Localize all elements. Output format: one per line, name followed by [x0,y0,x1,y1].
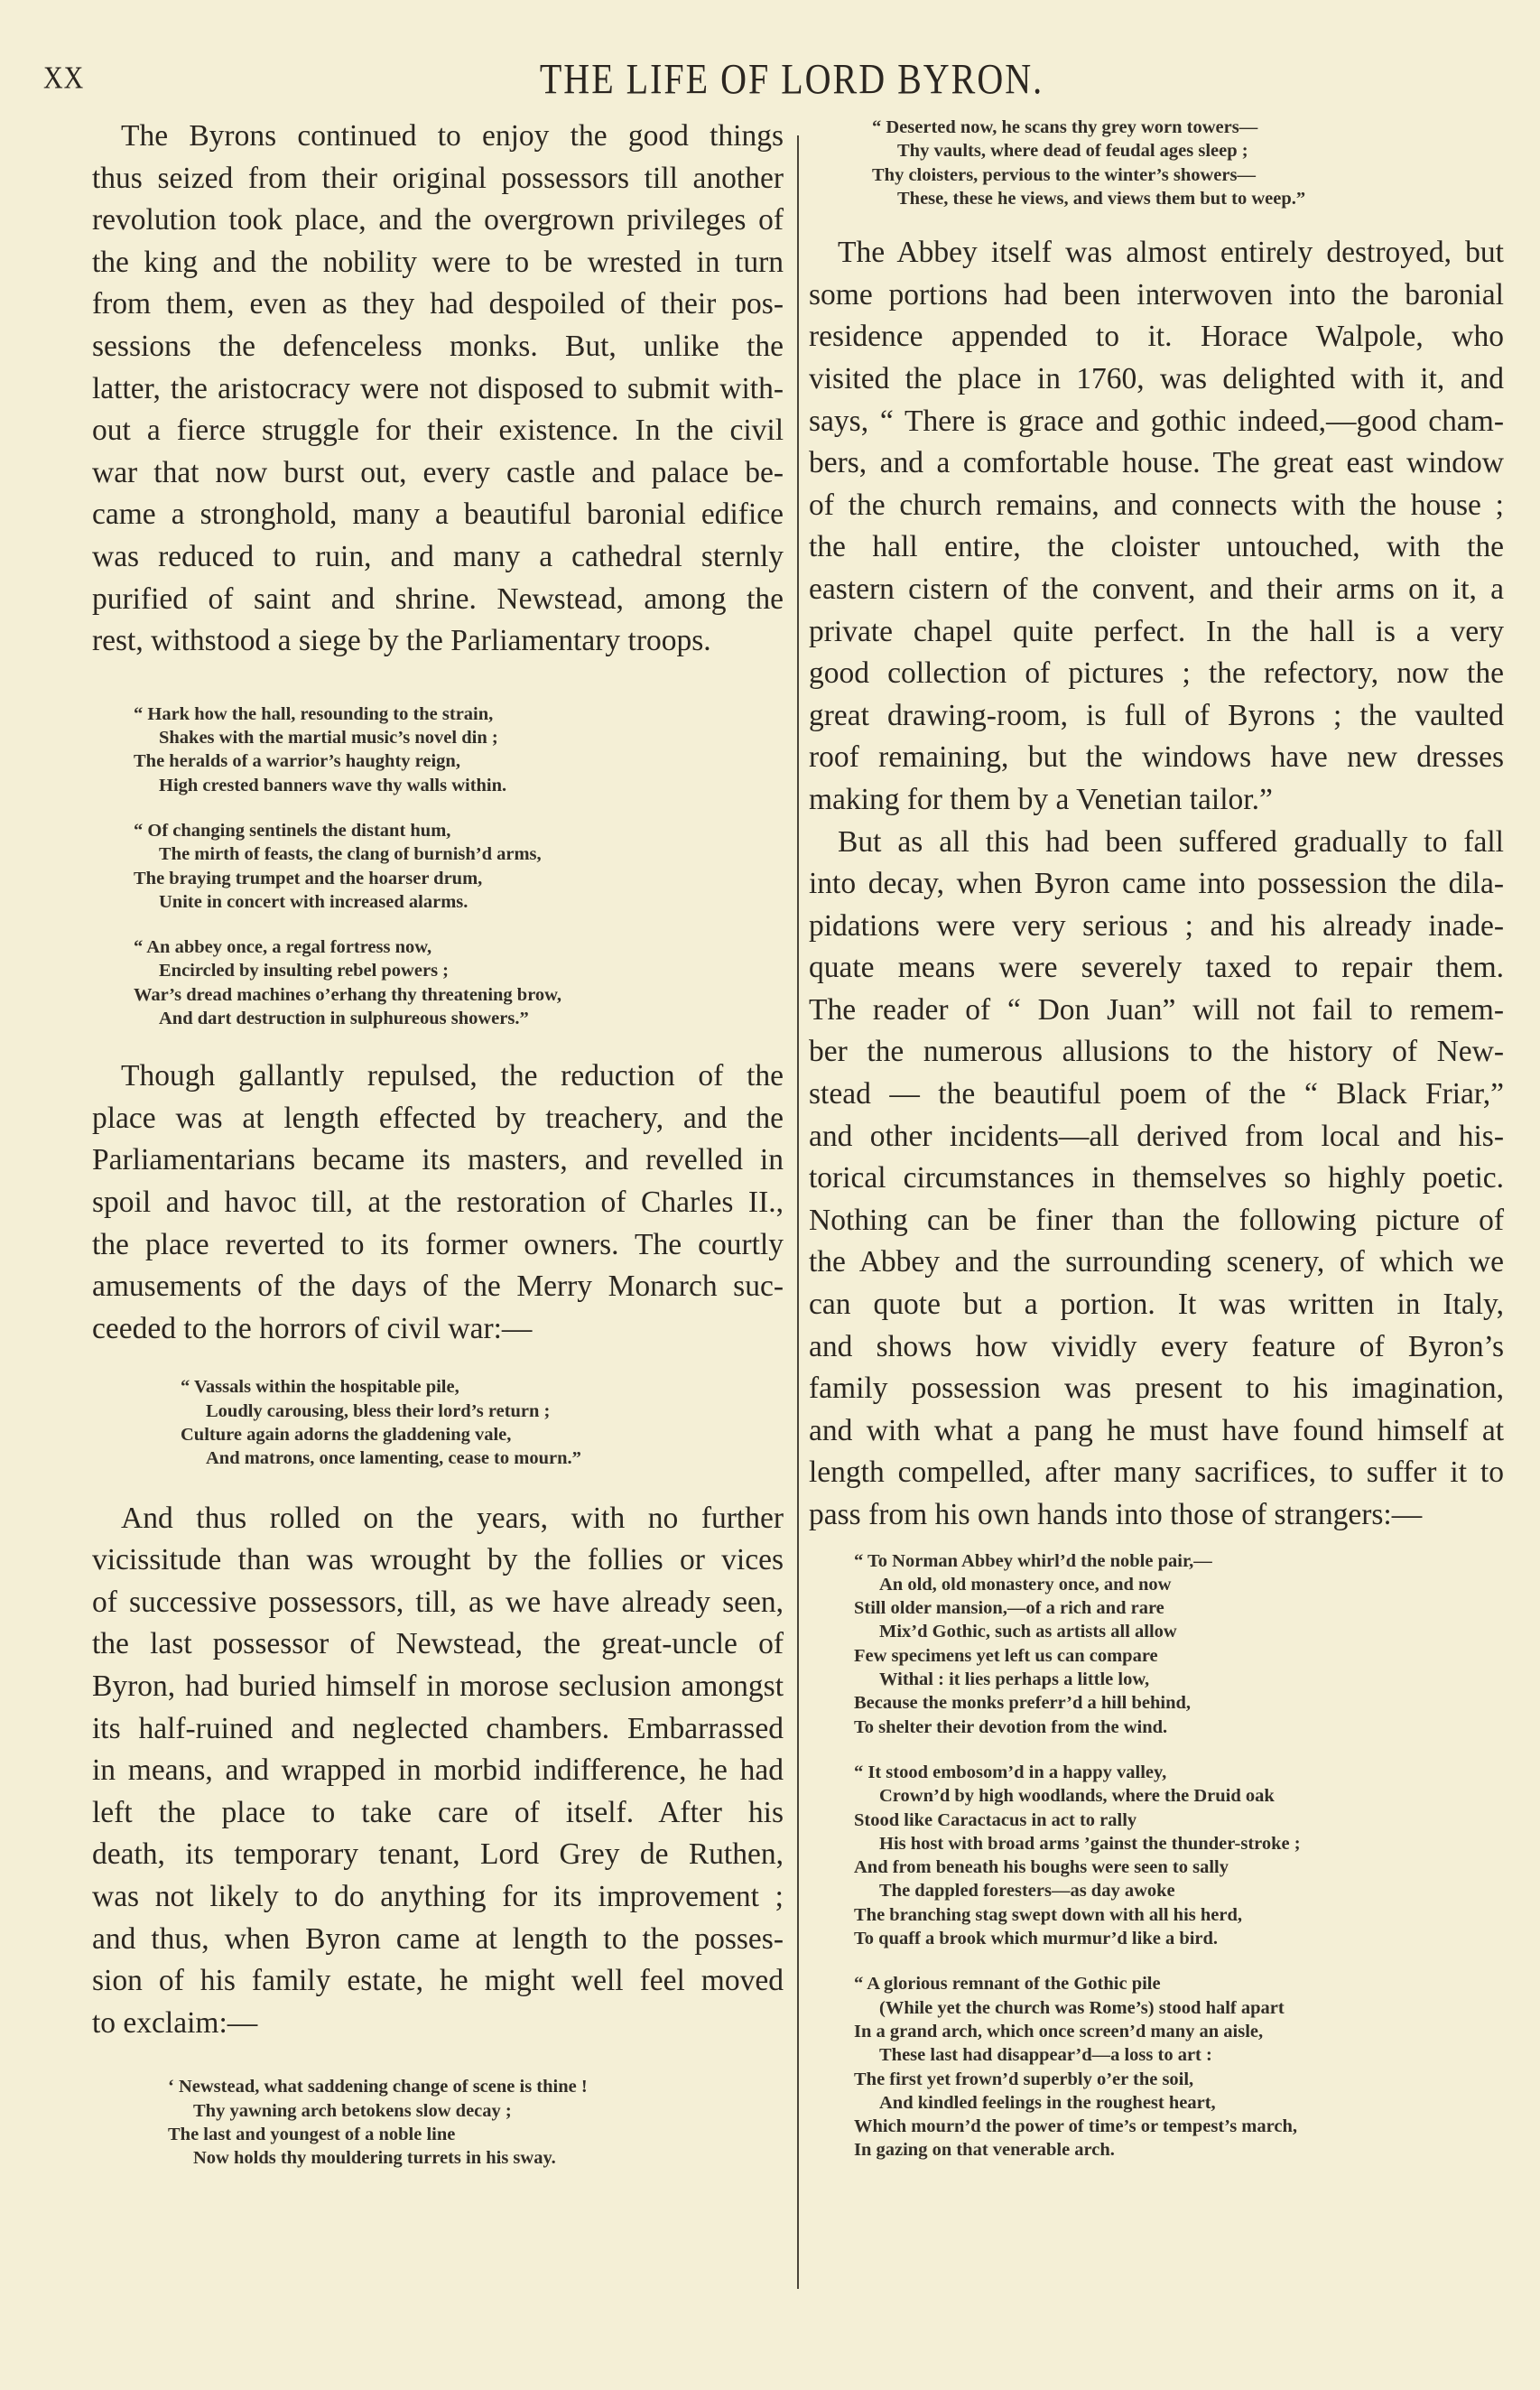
verse-line: And kindled feelings in the roughest heart, [879,2092,1216,2113]
text-line: amusements of the days of the Merry Monarch suc- [92,1269,784,1304]
stanza [134,935,784,1030]
verse-line: Loudly carousing, bless their lord’s return ; [206,1400,551,1421]
verse-line: The braying trumpet and the hoarser drum, [134,868,483,888]
stanza [134,702,784,797]
text-line: visited the place in 1760, was delighted with it, and [809,361,1504,395]
verse-line: Few specimens yet left us can compare [854,1645,1158,1666]
text-line: some portions had been interwoven into the baronial [809,277,1504,312]
verse-line: An old, old monastery once, and now [879,1574,1172,1595]
verse-line: Culture again adorns the gladdening vale, [181,1425,512,1446]
text-line: The Byrons continued to enjoy the good things [121,119,784,153]
verse-line: The branching stag swept down with all his herd, [854,1904,1243,1925]
stanza [854,1549,1504,1739]
text-line: good collection of pictures ; the refectory, now the [809,656,1504,691]
verse-quote [134,702,784,1031]
text-line: But as all this had been suffered gradually to fall [838,824,1504,859]
verse-line: (While yet the church was Rome’s) stood half apart [879,1997,1285,2018]
verse-line: Withal : it lies perhaps a little low, [879,1669,1150,1690]
verse-line: And from beneath his boughs were seen to sally [854,1857,1229,1878]
text-line: rest, withstood a siege by the Parliamentary troops. [92,624,711,658]
stanza [872,116,1504,210]
text-line: of the church remains, and connects with the house ; [809,488,1504,522]
right-column [809,116,1504,2162]
stanza [168,2075,784,2170]
verse-line: “ Of changing sentinels the distant hum, [134,820,451,841]
verse-line: Mix’d Gothic, such as artists all allow [879,1622,1177,1642]
verse-line: These, these he views, and views them but to weep.” [897,188,1306,209]
paragraph [92,116,784,663]
book-title: THE LIFE OF LORD BYRON. [539,54,1044,104]
text-line: pass from his own hands into those of strangers:— [809,1498,1423,1531]
verse-line: His host with broad arms ’gainst the thunder-stroke ; [879,1833,1301,1854]
verse-line: “ To Norman Abbey whirl’d the noble pair,— [854,1550,1212,1571]
verse-line: The mirth of feasts, the clang of burnish’d arms, [159,844,542,865]
verse-line: Unite in concert with increased alarms. [159,891,468,912]
verse-line: “ Hark how the hall, resounding to the strain, [134,703,494,724]
verse-line: In gazing on that venerable arch. [854,2140,1115,2161]
verse-line: Because the monks preferr’d a hill behind, [854,1693,1191,1714]
text-line: roof remaining, but the windows have new dresses [809,740,1504,775]
paragraph [92,1056,784,1350]
text-line: Nothing can be finer than the following picture of [809,1203,1504,1237]
text-line: revolution took place, and the overgrown privileges of [92,203,784,237]
text-line: was not likely to do anything for its improvement ; [92,1879,784,1913]
verse-line: “ A glorious remnant of the Gothic pile [854,1974,1161,1995]
verse-line: Stood like Caractacus in act to rally [854,1809,1137,1830]
text-line: residence appended to it. Horace Walpole, who [809,320,1504,354]
paragraph [809,232,1504,821]
verse-line: The first yet frown’d superbly o’er the soil, [854,2069,1194,2089]
text-line: private chapel quite perfect. In the hall is a very [809,614,1504,648]
text-line: from them, even as they had despoiled of their pos- [92,287,784,321]
stanza [134,819,784,914]
verse-line: The last and youngest of a noble line [168,2124,456,2144]
verse-quote [168,2075,784,2170]
verse-line: And dart destruction in sulphureous showers.” [159,1008,529,1028]
verse-line: Crown’d by high woodlands, where the Druid oak [879,1786,1275,1807]
text-line: stead — the beautiful poem of the “ Black Friar,” [809,1077,1504,1111]
verse-line: Shakes with the martial music’s novel din ; [159,728,498,749]
text-line: And thus rolled on the years, with no further [121,1501,784,1535]
text-line: and thus, when Byron came at length to the posses- [92,1921,784,1956]
text-line: the last possessor of Newstead, the great-uncle of [92,1627,784,1661]
stanza [854,1972,1504,2162]
text-line: death, its temporary tenant, Lord Grey de Ruthen, [92,1837,784,1872]
text-line: quate means were severely taxed to repair them. [809,951,1504,985]
column-divider [797,135,799,2289]
text-line: pidations were very serious ; and his already inade- [809,908,1504,943]
verse-line: Thy cloisters, pervious to the winter’s showers— [872,164,1256,185]
text-line: says, “ There is grace and gothic indeed,—good cham- [809,404,1504,438]
verse-line: In a grand arch, which once screen’d many an aisle, [854,2021,1264,2041]
text-line: great drawing-room, is full of Byrons ; the vaulted [809,698,1504,732]
text-line: the place reverted to its former owners. The courtly [92,1227,784,1261]
text-line: can quote but a portion. It was written in Italy, [809,1288,1504,1322]
text-line: torical circumstances in themselves so highly poetic. [809,1161,1504,1195]
verse-quote [854,1549,1504,2162]
text-line: and shows how vividly every feature of Byron’s [809,1329,1504,1363]
text-line: to exclaim:— [92,2005,258,2040]
text-line: place was at length effected by treachery, and the [92,1101,784,1135]
text-line: of successive possessors, till, as we have already seen, [92,1585,784,1619]
text-line: The Abbey itself was almost entirely destroyed, but [838,236,1504,270]
text-line: and other incidents—all derived from local and his- [809,1119,1504,1153]
verse-line: The dappled foresters—as day awoke [879,1881,1175,1902]
text-line: war that now burst out, every castle and palace be- [92,455,784,489]
page-number: XX [43,60,85,96]
text-line: ber the numerous allusions to the history of New- [809,1035,1504,1069]
text-line: thus seized from their original possessors till another [92,161,784,195]
text-line: in means, and wrapped in morbid indifference, he had [92,1753,784,1788]
text-line: and with what a pang he must have found himself at [809,1413,1504,1447]
verse-line: “ Vassals within the hospitable pile, [181,1377,459,1398]
text-line: sessions the defenceless monks. But, unlike the [92,329,784,363]
verse-line: War’s dread machines o’erhang thy threatening brow, [134,984,561,1005]
text-line: latter, the aristocracy were not disposed to submit with- [92,371,784,405]
text-line: bers, and a comfortable house. The great east window [809,446,1504,480]
stanza [181,1375,784,1470]
paragraph [92,1498,784,2045]
text-line: was reduced to ruin, and many a cathedral sternly [92,539,784,573]
text-line: ceeded to the horrors of civil war:— [92,1311,533,1345]
verse-line: The heralds of a warrior’s haughty reign, [134,751,460,772]
text-line: family possession was present to his imagination, [809,1372,1504,1406]
text-line: purified of saint and shrine. Newstead, among the [92,581,784,616]
text-line: the hall entire, the cloister untouched, with the [809,530,1504,564]
text-line: Parliamentarians became its masters, and revelled in [92,1143,784,1177]
text-line: length compelled, after many sacrifices, to suffer it to [809,1455,1504,1490]
text-line: the king and the nobility were to be wrested in turn [92,245,784,279]
verse-line: High crested banners wave thy walls within. [159,775,507,795]
text-line: Though gallantly repulsed, the reduction of the [121,1059,784,1093]
text-line: Byron, had buried himself in morose seclusion amongst [92,1669,784,1703]
verse-line: These last had disappear’d—a loss to art : [879,2045,1212,2066]
text-line: sion of his family estate, he might well feel moved [92,1964,784,1998]
text-line: spoil and havoc till, at the restoration of Charles II., [92,1186,784,1220]
text-line: eastern cistern of the convent, and their arms on it, a [809,572,1504,606]
verse-quote [872,116,1504,210]
verse-line: “ An abbey once, a regal fortress now, [134,937,432,958]
verse-line: “ It stood embosom’d in a happy valley, [854,1762,1167,1782]
verse-line: ‘ Newstead, what saddening change of scene is thine ! [168,2077,588,2097]
text-line: its half-ruined and neglected chambers. Embarrassed [92,1711,784,1745]
text-line: out a fierce struggle for their existence. In the civil [92,414,784,448]
paragraph [809,822,1504,1537]
text-line: came a stronghold, many a beautiful baronial edifice [92,498,784,532]
text-line: into decay, when Byron came into possession the dila- [809,867,1504,901]
verse-line: Encircled by insulting rebel powers ; [159,961,449,981]
running-head [43,54,1486,104]
text-line: left the place to take care of itself. After his [92,1795,784,1829]
text-line: the Abbey and the surrounding scenery, of which we [809,1245,1504,1279]
verse-line: Which mourn’d the power of time’s or tempest’s march, [854,2116,1297,2137]
text-line: The reader of “ Don Juan” will not fail to remem- [809,992,1504,1027]
verse-line: And matrons, once lamenting, cease to mourn.” [206,1448,581,1469]
verse-line: Now holds thy mouldering turrets in his sway. [193,2148,556,2169]
verse-line: Thy vaults, where dead of feudal ages sleep ; [897,141,1248,162]
left-column [92,116,784,2171]
stanza [854,1761,1504,1950]
verse-line: Thy yawning arch betokens slow decay ; [193,2100,512,2121]
verse-line: “ Deserted now, he scans thy grey worn towers— [872,117,1258,137]
verse-quote [181,1375,784,1470]
verse-line: Still older mansion,—of a rich and rare [854,1598,1164,1619]
text-line: making for them by a Venetian tailor.” [809,782,1273,816]
text-line: vicissitude than was wrought by the follies or vices [92,1543,784,1577]
verse-line: To shelter their devotion from the wind. [854,1716,1168,1737]
verse-line: To quaff a brook which murmur’d like a bird. [854,1929,1219,1949]
